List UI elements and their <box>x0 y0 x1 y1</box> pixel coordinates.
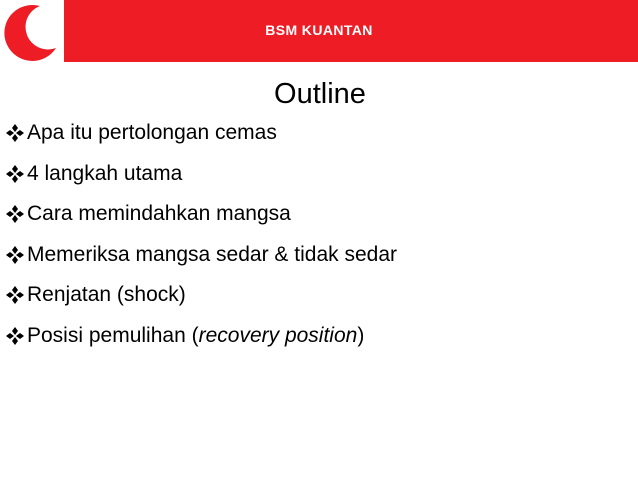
list-item <box>6 199 397 240</box>
bullet-text: Apa itu pertolongan cemas <box>27 121 277 144</box>
list-item <box>6 118 397 159</box>
header-bar <box>64 0 638 62</box>
four-diamond-bullet-icon <box>6 124 24 142</box>
bullet-text: Cara memindahkan mangsa <box>27 202 291 225</box>
four-diamond-bullet-icon <box>6 327 24 345</box>
bullet-text: Memeriksa mangsa sedar & tidak sedar <box>27 242 397 266</box>
bullet-text: 4 langkah utama <box>27 161 183 185</box>
four-diamond-bullet-icon <box>6 286 24 304</box>
slide-title <box>0 74 638 114</box>
list-item <box>6 280 397 321</box>
four-diamond-bullet-icon <box>6 246 24 264</box>
bullet-text <box>27 321 364 351</box>
red-crescent-icon <box>0 0 62 62</box>
four-diamond-bullet-icon <box>6 205 24 223</box>
slide-title-text: Outline <box>274 78 366 110</box>
bullet-text-after: ) <box>357 323 365 347</box>
list-item <box>6 321 397 362</box>
bullet-list <box>6 118 397 361</box>
list-item <box>6 240 397 281</box>
list-item <box>6 159 397 200</box>
bullet-text-italic: recovery position <box>198 323 358 347</box>
four-diamond-bullet-icon <box>6 165 24 183</box>
bullet-text-before: Posisi pemulihan ( <box>27 323 199 347</box>
organization-name: BSM KUANTAN <box>265 22 373 38</box>
logo <box>0 0 62 62</box>
bullet-text: Renjatan (shock) <box>27 283 186 306</box>
